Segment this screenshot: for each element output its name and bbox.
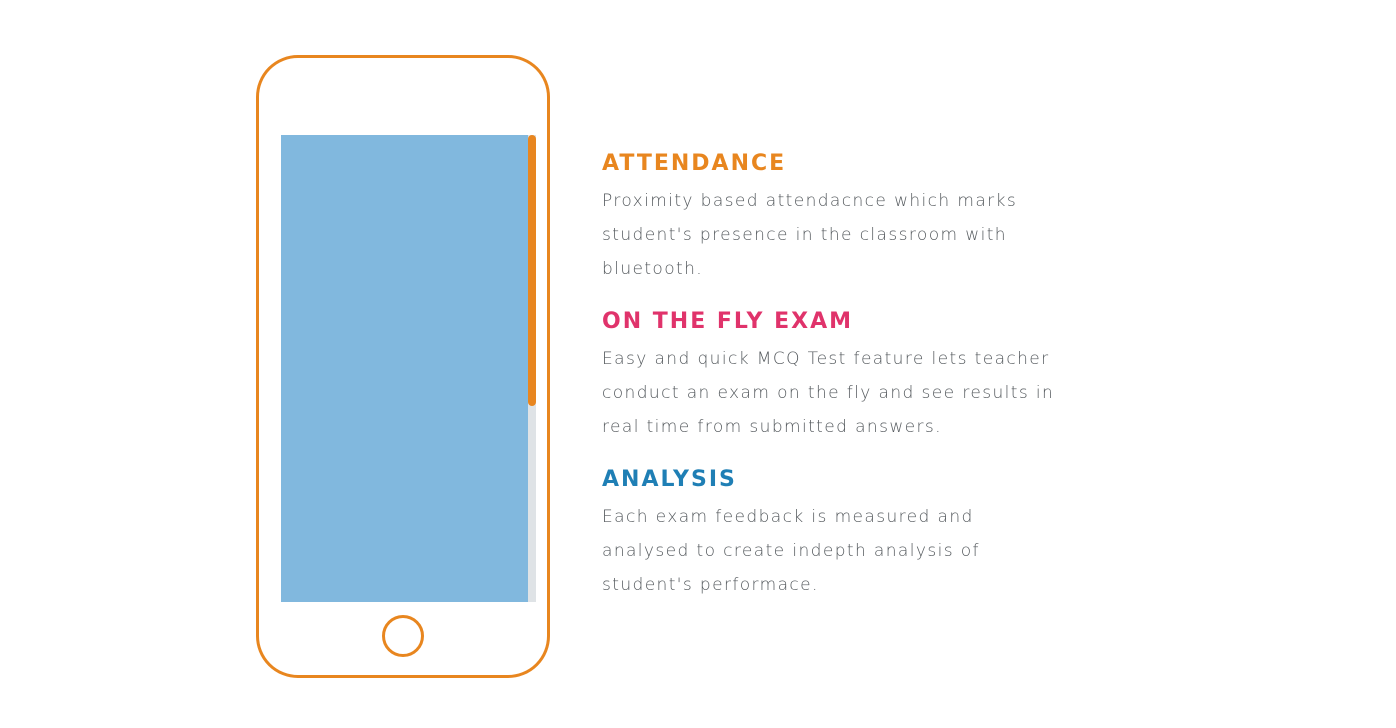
feature-description-line: real time from submitted answers. bbox=[602, 417, 942, 437]
home-button[interactable] bbox=[382, 615, 424, 657]
feature-description-line: conduct an exam on the fly and see results in bbox=[602, 383, 1055, 403]
feature-description-line: student's performace. bbox=[602, 575, 819, 595]
scrollbar-thumb[interactable] bbox=[528, 135, 536, 406]
feature-description-line: Each exam feedback is measured and bbox=[602, 507, 974, 527]
feature-description-line: student's presence in the classroom with bbox=[602, 225, 1007, 245]
feature-description-line: Easy and quick MCQ Test feature lets teacher bbox=[602, 349, 1050, 369]
feature-analysis bbox=[602, 466, 1102, 602]
phone-screen[interactable] bbox=[281, 135, 536, 602]
feature-list bbox=[602, 150, 1102, 624]
feature-description-line: bluetooth. bbox=[602, 259, 704, 279]
feature-description bbox=[602, 500, 1082, 602]
feature-on-the-fly-exam bbox=[602, 308, 1102, 444]
feature-title: ATTENDANCE bbox=[602, 151, 787, 176]
feature-description-line: Proximity based attendacnce which marks bbox=[602, 191, 1018, 211]
feature-description-line: analysed to create indepth analysis of bbox=[602, 541, 980, 561]
phone-mockup bbox=[256, 55, 550, 678]
scrollbar-track[interactable] bbox=[528, 135, 536, 602]
feature-attendance bbox=[602, 150, 1102, 286]
feature-description bbox=[602, 342, 1082, 444]
feature-title: ANALYSIS bbox=[602, 467, 737, 492]
feature-description bbox=[602, 184, 1082, 286]
feature-title: ON THE FLY EXAM bbox=[602, 309, 853, 334]
